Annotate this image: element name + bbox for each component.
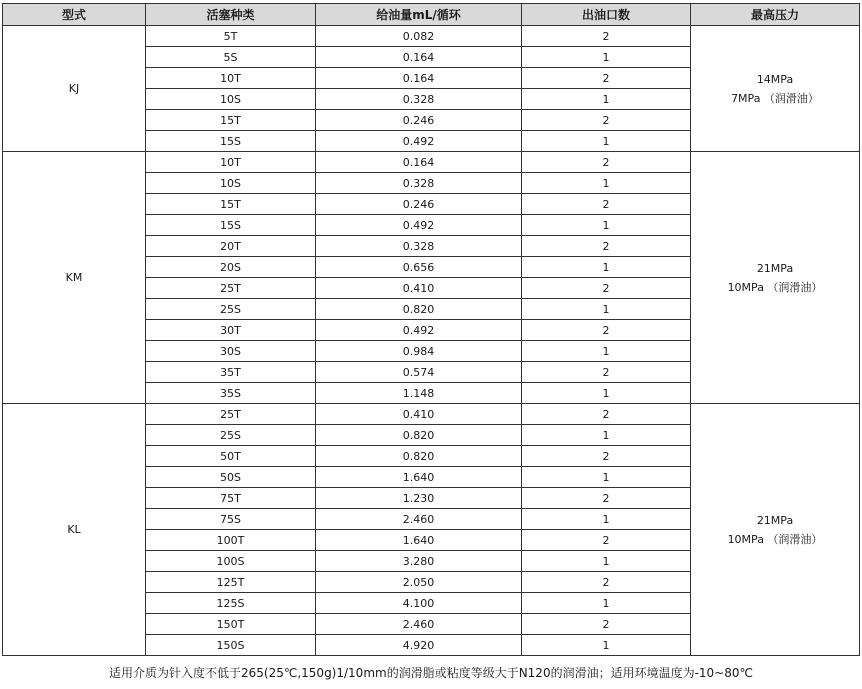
outlet-count-cell: 2 xyxy=(522,530,691,551)
oil-volume-cell: 0.492 xyxy=(316,131,522,152)
outlet-count-cell: 2 xyxy=(522,362,691,383)
oil-volume-cell: 3.280 xyxy=(316,551,522,572)
oil-volume-cell: 0.820 xyxy=(316,446,522,467)
oil-volume-cell: 0.820 xyxy=(316,425,522,446)
outlet-count-cell: 1 xyxy=(522,215,691,236)
piston-type-cell: 125S xyxy=(146,593,316,614)
outlet-count-cell: 2 xyxy=(522,446,691,467)
oil-volume-cell: 0.410 xyxy=(316,404,522,425)
piston-type-cell: 50T xyxy=(146,446,316,467)
oil-volume-cell: 0.820 xyxy=(316,299,522,320)
outlet-count-cell: 1 xyxy=(522,383,691,404)
pressure-line: 14MPa xyxy=(756,72,794,86)
header-piston-type: 活塞种类 xyxy=(146,4,316,26)
piston-type-cell: 15S xyxy=(146,131,316,152)
piston-type-cell: 35S xyxy=(146,383,316,404)
piston-type-cell: 15T xyxy=(146,110,316,131)
piston-type-cell: 25T xyxy=(146,404,316,425)
header-oil-volume: 给油量mL/循环 xyxy=(316,4,522,26)
oil-volume-cell: 4.920 xyxy=(316,635,522,656)
piston-type-cell: 10T xyxy=(146,152,316,173)
oil-volume-cell: 0.328 xyxy=(316,236,522,257)
outlet-count-cell: 2 xyxy=(522,404,691,425)
oil-volume-cell: 0.984 xyxy=(316,341,522,362)
piston-type-cell: 25T xyxy=(146,278,316,299)
piston-type-cell: 150T xyxy=(146,614,316,635)
outlet-count-cell: 1 xyxy=(522,341,691,362)
piston-type-cell: 100T xyxy=(146,530,316,551)
spec-table xyxy=(2,3,860,656)
pressure-line: 10MPa （润滑油） xyxy=(727,280,823,294)
oil-volume-cell: 0.082 xyxy=(316,26,522,47)
outlet-count-cell: 2 xyxy=(522,68,691,89)
oil-volume-cell: 0.328 xyxy=(316,173,522,194)
table-row xyxy=(3,152,860,173)
outlet-count-cell: 2 xyxy=(522,110,691,131)
outlet-count-cell: 2 xyxy=(522,320,691,341)
oil-volume-cell: 0.492 xyxy=(316,320,522,341)
outlet-count-cell: 1 xyxy=(522,635,691,656)
piston-type-cell: 25S xyxy=(146,425,316,446)
pressure-line: 10MPa （润滑油） xyxy=(727,532,823,546)
outlet-count-cell: 2 xyxy=(522,488,691,509)
piston-type-cell: 125T xyxy=(146,572,316,593)
oil-volume-cell: 0.164 xyxy=(316,47,522,68)
pressure-line: 7MPa （润滑油） xyxy=(731,91,819,105)
piston-type-cell: 15T xyxy=(146,194,316,215)
outlet-count-cell: 2 xyxy=(522,236,691,257)
oil-volume-cell: 0.246 xyxy=(316,110,522,131)
footnote: 适用介质为针入度不低于265(25℃,150g)1/10mm的润滑脂或粘度等级大于N120的润滑油；适用环境温度为-10~80℃ xyxy=(109,666,753,680)
table-row xyxy=(3,26,860,47)
outlet-count-cell: 2 xyxy=(522,572,691,593)
piston-type-cell: 100S xyxy=(146,551,316,572)
oil-volume-cell: 0.574 xyxy=(316,362,522,383)
piston-type-cell: 5T xyxy=(146,26,316,47)
oil-volume-cell: 2.460 xyxy=(316,509,522,530)
oil-volume-cell: 1.640 xyxy=(316,530,522,551)
max-pressure-cell xyxy=(691,404,860,656)
piston-type-cell: 50S xyxy=(146,467,316,488)
oil-volume-cell: 0.328 xyxy=(316,89,522,110)
oil-volume-cell: 4.100 xyxy=(316,593,522,614)
table-body xyxy=(3,26,860,656)
outlet-count-cell: 2 xyxy=(522,26,691,47)
piston-type-cell: 5S xyxy=(146,47,316,68)
header-model: 型式 xyxy=(3,4,146,26)
oil-volume-cell: 1.148 xyxy=(316,383,522,404)
oil-volume-cell: 0.246 xyxy=(316,194,522,215)
oil-volume-cell: 0.410 xyxy=(316,278,522,299)
oil-volume-cell: 2.050 xyxy=(316,572,522,593)
piston-type-cell: 25S xyxy=(146,299,316,320)
oil-volume-cell: 0.164 xyxy=(316,152,522,173)
outlet-count-cell: 1 xyxy=(522,509,691,530)
model-cell: KJ xyxy=(3,26,146,152)
outlet-count-cell: 2 xyxy=(522,278,691,299)
table-row xyxy=(3,404,860,425)
pressure-line: 21MPa xyxy=(756,261,794,275)
piston-type-cell: 10T xyxy=(146,68,316,89)
header-outlet-count: 出油口数 xyxy=(522,4,691,26)
max-pressure-cell xyxy=(691,152,860,404)
piston-type-cell: 150S xyxy=(146,635,316,656)
header-row xyxy=(3,4,860,26)
piston-type-cell: 30S xyxy=(146,341,316,362)
outlet-count-cell: 2 xyxy=(522,194,691,215)
max-pressure-cell xyxy=(691,26,860,152)
model-cell: KM xyxy=(3,152,146,404)
pressure-line: 21MPa xyxy=(756,513,794,527)
outlet-count-cell: 1 xyxy=(522,593,691,614)
outlet-count-cell: 1 xyxy=(522,89,691,110)
outlet-count-cell: 1 xyxy=(522,299,691,320)
oil-volume-cell: 0.656 xyxy=(316,257,522,278)
header-max-pressure: 最高压力 xyxy=(691,4,860,26)
outlet-count-cell: 1 xyxy=(522,467,691,488)
outlet-count-cell: 1 xyxy=(522,47,691,68)
piston-type-cell: 75T xyxy=(146,488,316,509)
piston-type-cell: 75S xyxy=(146,509,316,530)
oil-volume-cell: 2.460 xyxy=(316,614,522,635)
oil-volume-cell: 1.640 xyxy=(316,467,522,488)
piston-type-cell: 10S xyxy=(146,173,316,194)
piston-type-cell: 20T xyxy=(146,236,316,257)
outlet-count-cell: 1 xyxy=(522,131,691,152)
outlet-count-cell: 2 xyxy=(522,614,691,635)
piston-type-cell: 35T xyxy=(146,362,316,383)
piston-type-cell: 10S xyxy=(146,89,316,110)
piston-type-cell: 30T xyxy=(146,320,316,341)
piston-type-cell: 20S xyxy=(146,257,316,278)
model-cell: KL xyxy=(3,404,146,656)
oil-volume-cell: 0.492 xyxy=(316,215,522,236)
oil-volume-cell: 0.164 xyxy=(316,68,522,89)
outlet-count-cell: 1 xyxy=(522,551,691,572)
outlet-count-cell: 1 xyxy=(522,425,691,446)
oil-volume-cell: 1.230 xyxy=(316,488,522,509)
outlet-count-cell: 2 xyxy=(522,152,691,173)
outlet-count-cell: 1 xyxy=(522,257,691,278)
outlet-count-cell: 1 xyxy=(522,173,691,194)
piston-type-cell: 15S xyxy=(146,215,316,236)
